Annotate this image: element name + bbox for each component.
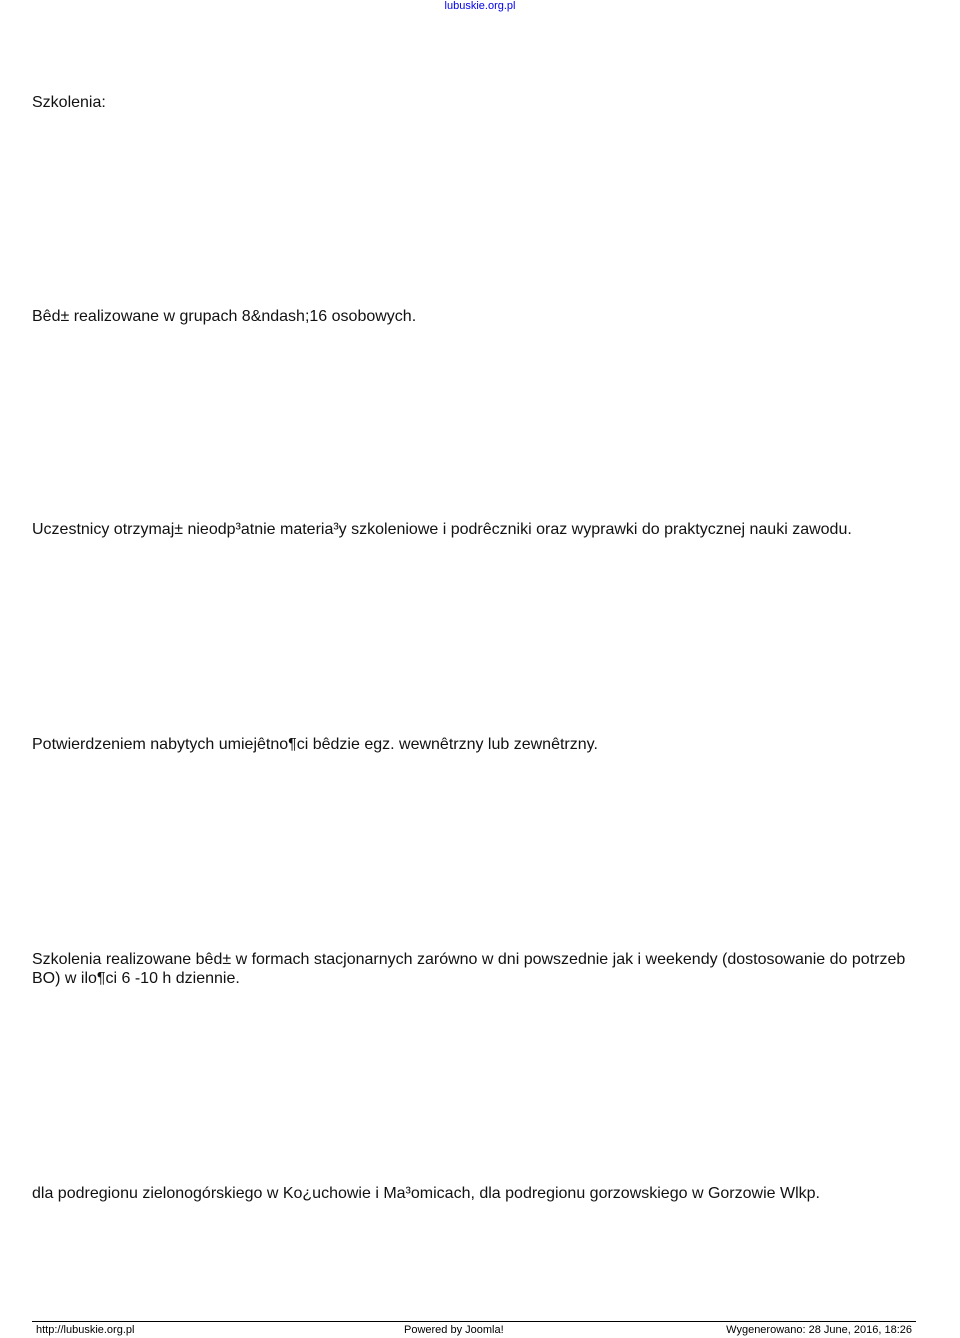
paragraph-locations: dla podregionu zielonogórskiego w Ko¿uchowie i Ma³omicach, dla podregionu gorzowskiego w Gorzowie Wlkp.	[32, 1185, 820, 1202]
footer-url: http://lubuskie.org.pl	[36, 1324, 135, 1336]
paragraph-schedule: Szkolenia realizowane bêd± w formach stacjonarnych zarówno w dni powszednie jak i weekendy (dostosowanie do potrzeb BO) w ilo¶ci 6 -10 h dziennie.	[32, 951, 906, 987]
paragraph-certification: Potwierdzeniem nabytych umiejêtno¶ci bêdzie egz. wewnêtrzny lub zewnêtrzny.	[32, 736, 598, 753]
section-heading: Szkolenia:	[32, 94, 106, 111]
footer-powered-by: Powered by Joomla!	[404, 1324, 504, 1336]
footer-generated-date: Wygenerowano: 28 June, 2016, 18:26	[726, 1324, 912, 1336]
paragraph-materials: Uczestnicy otrzymaj± nieodp³atnie materia³y szkoleniowe i podrêczniki oraz wyprawki do praktycznej nauki zawodu.	[32, 521, 852, 538]
footer-divider	[32, 1321, 916, 1322]
paragraph-group-size: Bêd± realizowane w grupach 8&ndash;16 osobowych.	[32, 308, 417, 325]
site-header-link[interactable]: lubuskie.org.pl	[444, 0, 516, 12]
